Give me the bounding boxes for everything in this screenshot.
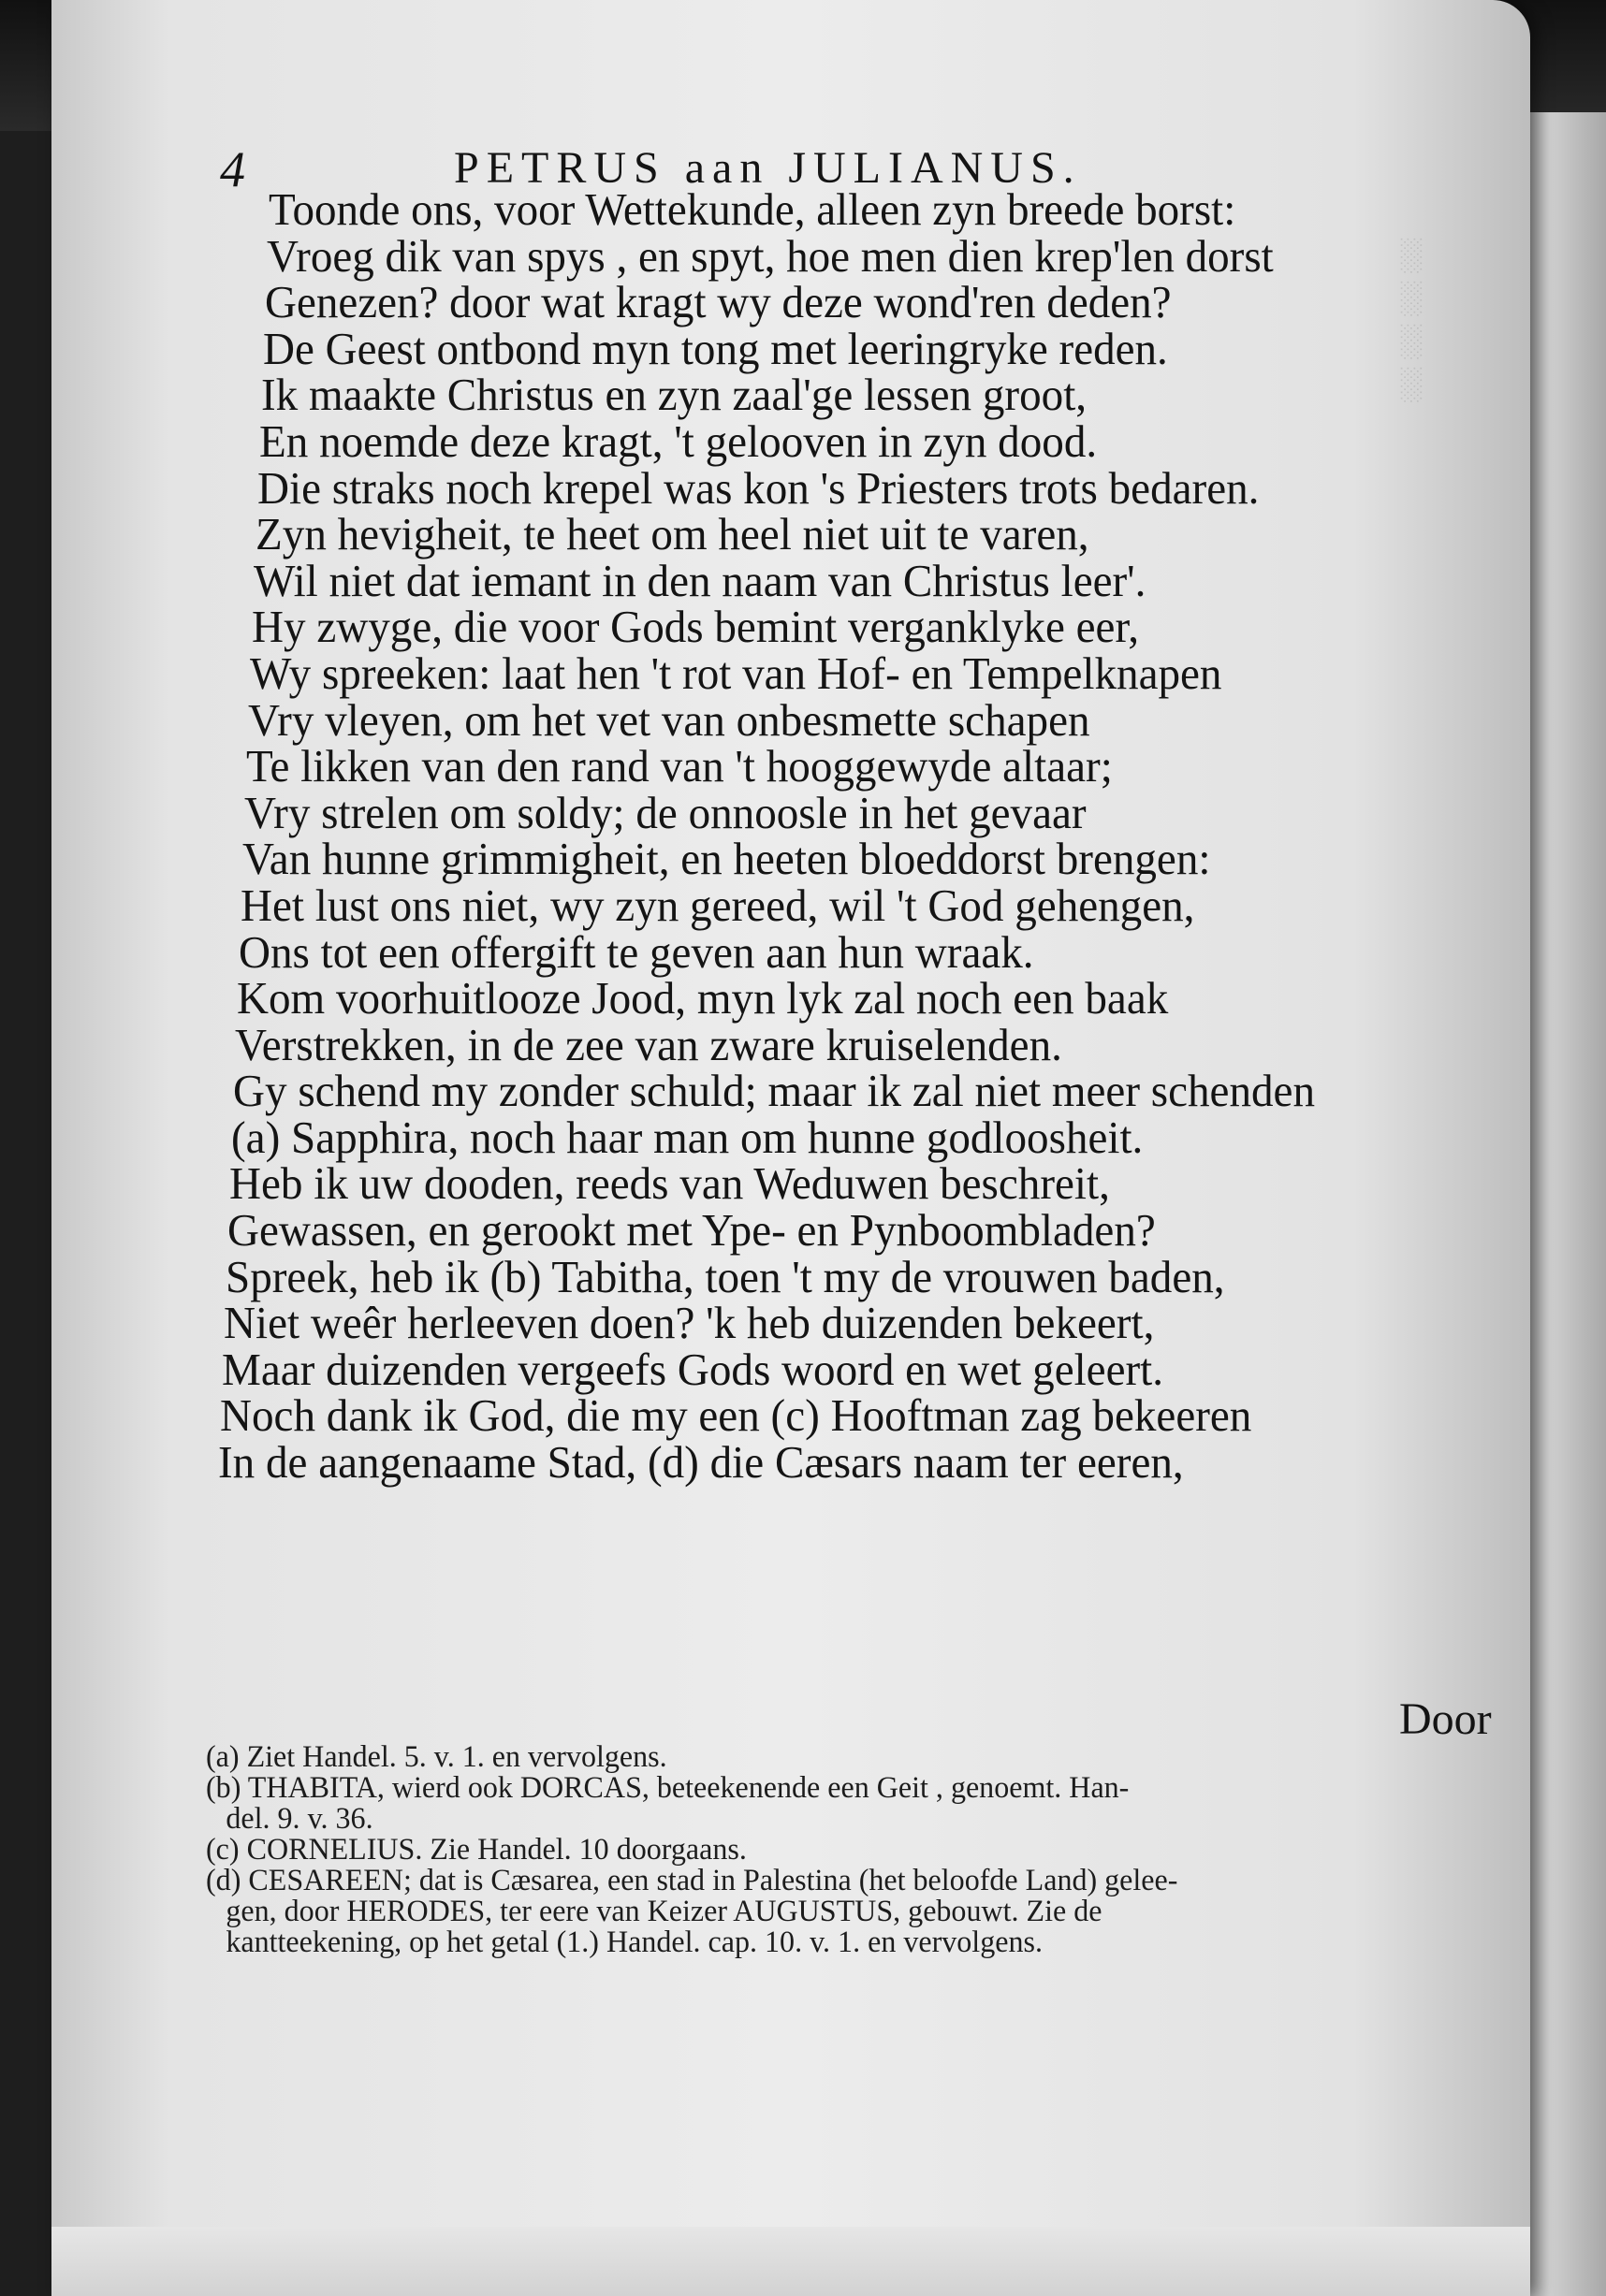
verse-line: Van hunne grimmigheit, en heeten bloeddorst brengen: — [242, 835, 1211, 885]
bleed-through-text: ░ ░ ░ ░ — [1399, 238, 1423, 401]
verse-line: Verstrekken, in de zee van zware kruiselenden. — [235, 1020, 1062, 1070]
verse-line: Die straks noch krepel was kon 's Priesters trots bedaren. — [257, 463, 1260, 514]
verse-line: Spreek, heb ik (b) Tabitha, toen 't my de vrouwen baden, — [226, 1252, 1225, 1302]
verse-line: Vry vleyen, om het vet van onbesmette schapen — [248, 695, 1090, 746]
verse-line: Genezen? door wat kragt wy deze wond'ren deden? — [265, 278, 1172, 328]
verse-line: Wy spreeken: laat hen 't rot van Hof- en Tempelknapen — [250, 648, 1222, 699]
footnote-line: kantteekening, op het getal (1.) Handel. cap. 10. v. 1. en vervolgens. — [226, 1925, 1043, 1959]
book-page — [51, 0, 1530, 2296]
footnote-line: (a) Ziet Handel. 5. v. 1. en vervolgens. — [206, 1740, 667, 1774]
verse-line: Maar duizenden vergeefs Gods woord en wet geleert. — [222, 1344, 1164, 1395]
catchword: Door — [1399, 1694, 1492, 1744]
footnote-line: (b) THABITA, wierd ook DORCAS, beteekenende een Geit , genoemt. Han- — [206, 1771, 1130, 1805]
verse-line: Toonde ons, voor Wettekunde, alleen zyn breede borst: — [269, 185, 1236, 235]
verse-line: Ons tot een offergift te geven aan hun wraak. — [239, 927, 1034, 978]
verse-line: De Geest ontbond myn tong met leeringryke reden. — [263, 324, 1168, 374]
verse-line: Vry strelen om soldy; de onnoosle in het gevaar — [244, 788, 1087, 838]
verse-line: Gy schend my zonder schuld; maar ik zal niet meer schenden — [233, 1067, 1316, 1117]
verse-line: Gewassen, en gerookt met Ype- en Pynboombladen? — [227, 1206, 1156, 1257]
verse-line: In de aangenaame Stad, (d) die Cæsars naam ter eeren, — [218, 1438, 1184, 1489]
running-title: PETRUS aan JULIANUS. — [454, 143, 1082, 193]
footnote-line: del. 9. v. 36. — [226, 1802, 373, 1836]
footnote-line: gen, door HERODES, ter eere van Keizer AUGUSTUS, gebouwt. Zie de — [226, 1895, 1102, 1928]
verse-line: Ik maakte Christus en zyn zaal'ge lessen groot, — [261, 371, 1088, 421]
page-number: 4 — [220, 141, 245, 197]
poem-body — [201, 187, 1530, 1487]
bottom-margin — [51, 2227, 1530, 2296]
verse-line: Vroeg dik van spys , en spyt, hoe men dien krep'len dorst — [267, 231, 1274, 282]
verse-line: Te likken van den rand van 't hooggewyde altaar; — [246, 742, 1113, 792]
verse-line: Zyn hevigheit, te heet om heel niet uit te varen, — [256, 510, 1089, 560]
verse-line: Wil niet dat iemant in den naam van Christus leer'. — [254, 556, 1146, 606]
verse-line: Noch dank ik God, die my een (c) Hooftman zag bekeeren — [220, 1391, 1252, 1442]
verse-line: Heb ik uw dooden, reeds van Weduwen beschreit, — [229, 1159, 1110, 1210]
footnotes — [206, 1742, 1516, 1958]
footnote-line: (d) CESAREEN; dat is Cæsarea, een stad in Palestina (het beloofde Land) gelee- — [206, 1864, 1178, 1897]
verse-line: Niet weêr herleeven doen? 'k heb duizenden bekeert, — [224, 1299, 1155, 1349]
verse-line: En noemde deze kragt, 't gelooven in zyn dood. — [259, 416, 1098, 467]
verse-line: Hy zwyge, die voor Gods bemint verganklyke eer, — [252, 603, 1140, 653]
footnote-line: (c) CORNELIUS. Zie Handel. 10 doorgaans. — [206, 1833, 747, 1867]
verse-line: Het lust ons niet, wy zyn gereed, wil 't God gehengen, — [241, 880, 1195, 931]
verse-line: (a) Sapphira, noch haar man om hunne godloosheit. — [231, 1112, 1144, 1163]
verse-line: Kom voorhuitlooze Jood, myn lyk zal noch een baak — [237, 974, 1169, 1024]
